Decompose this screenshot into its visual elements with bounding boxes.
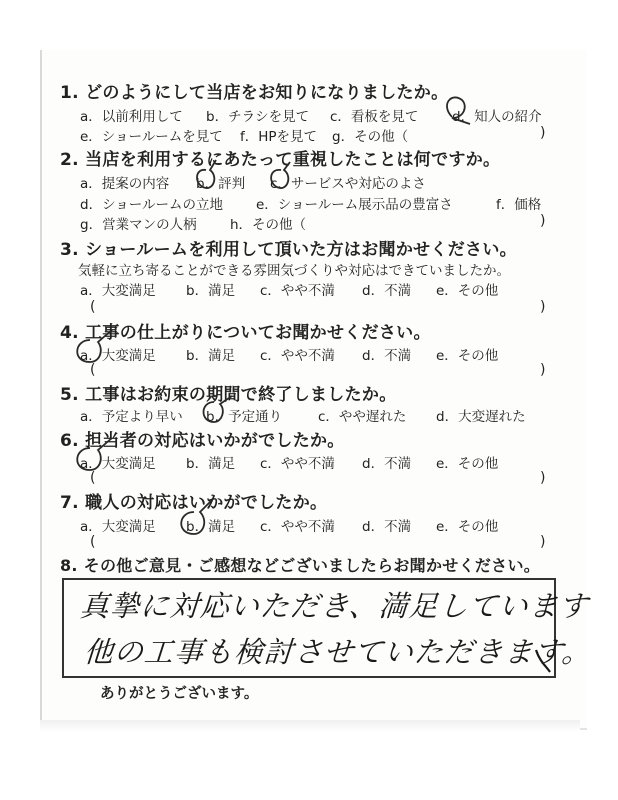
q3-close-paren: ) (540, 299, 546, 315)
question-4-title: 4. 工事の仕上がりについてお聞かせください。 (60, 323, 431, 343)
q4-option-c: c．やや不満 (260, 348, 335, 364)
q2-option-f: f．価格 (496, 197, 542, 213)
question-2-title: 2. 当店を利用するにあたって重視したことは何ですか。 (60, 150, 501, 170)
q1-option-g: g．その他（ (332, 129, 409, 145)
q2-option-b: b．評判 (196, 176, 246, 192)
q2-option-c: c．サービスや対応のよさ (270, 176, 426, 192)
q2-option-e: e．ショールーム展示品の豊富さ (256, 197, 453, 213)
q6-option-b: b．満足 (186, 456, 236, 472)
q2-option-h: h．その他（ (230, 217, 307, 233)
q7-option-c: c．やや不満 (260, 519, 335, 535)
q3-option-d: d．不満 (362, 283, 412, 299)
q7-close-paren: ) (540, 534, 546, 550)
q2-close-paren: ) (540, 213, 546, 229)
q1-option-a: a．以前利用して (80, 109, 183, 125)
q7-option-e: e．その他 (436, 519, 499, 535)
q1-close-paren: ) (540, 125, 546, 141)
q4-close-paren: ) (540, 362, 546, 378)
q5-option-a: a．予定より早い (80, 409, 183, 425)
q6-close-paren: ) (540, 470, 546, 486)
q4-option-b: b．満足 (186, 348, 236, 364)
q3-option-e: e．その他 (436, 283, 499, 299)
question-1-title: 1. どのようにして当店をお知りになりましたか。 (60, 83, 449, 103)
q7-open-paren: ( (90, 534, 96, 550)
question-3-title: 3. ショールームを利用して頂いた方はお聞かせください。 (60, 240, 517, 260)
closing-thanks: ありがとうございます。 (100, 686, 259, 702)
page-edge-shadow (40, 720, 580, 732)
q4-option-e: e．その他 (436, 348, 499, 364)
q4-open-paren: ( (90, 362, 96, 378)
q4-option-a: a．大変満足 (80, 348, 156, 364)
question-7-title: 7. 職人の対応はいかがでしたか。 (60, 493, 328, 513)
q2-option-g: g．営業マンの人柄 (80, 217, 197, 233)
q5-option-d: d．大変遅れた (436, 409, 526, 425)
q7-option-b: b．満足 (186, 519, 236, 535)
q2-option-d: d．ショールームの立地 (80, 197, 224, 213)
question-6-title: 6. 担当者の対応はいかがでしたか。 (60, 431, 345, 451)
q3-option-c: c．やや不満 (260, 283, 335, 299)
q4-option-d: d．不満 (362, 348, 412, 364)
q1-option-d: d．知人の紹介 (452, 109, 542, 125)
q8-handwritten-line-2: 他の工事も検討させていただきます。 (82, 635, 593, 669)
q5-option-b: b．予定通り (206, 409, 283, 425)
q1-option-b: b．チラシを見て (206, 109, 310, 125)
q7-option-d: d．不満 (362, 519, 412, 535)
q6-option-e: e．その他 (436, 456, 499, 472)
q3-open-paren: ( (90, 299, 96, 315)
q6-option-c: c．やや不満 (260, 456, 335, 472)
question-8-title: 8. その他ご意見・ご感想などございましたらお聞かせください。 (60, 556, 541, 575)
q6-option-d: d．不満 (362, 456, 412, 472)
q5-option-c: c．やや遅れた (318, 409, 407, 425)
question-5-title: 5. 工事はお約束の期間で終了しましたか。 (60, 385, 397, 405)
q3-option-b: b．満足 (186, 283, 236, 299)
q1-option-f: f．HPを見て (240, 129, 318, 145)
q2-option-a: a．提案の内容 (80, 176, 170, 192)
q8-handwritten-line-1: 真摯に対応いただき、満足しています (78, 589, 590, 623)
q3-note: 気軽に立ち寄ることができる雰囲気づくりや対応はできていましたか。 (78, 263, 510, 279)
q6-option-a: a．大変満足 (80, 456, 156, 472)
q1-option-e: e．ショールームを見て (80, 129, 223, 145)
q3-option-a: a．大変満足 (80, 283, 156, 299)
q1-option-c: c．看板を見て (330, 109, 419, 125)
q7-option-a: a．大変満足 (80, 519, 156, 535)
q6-open-paren: ( (90, 470, 96, 486)
